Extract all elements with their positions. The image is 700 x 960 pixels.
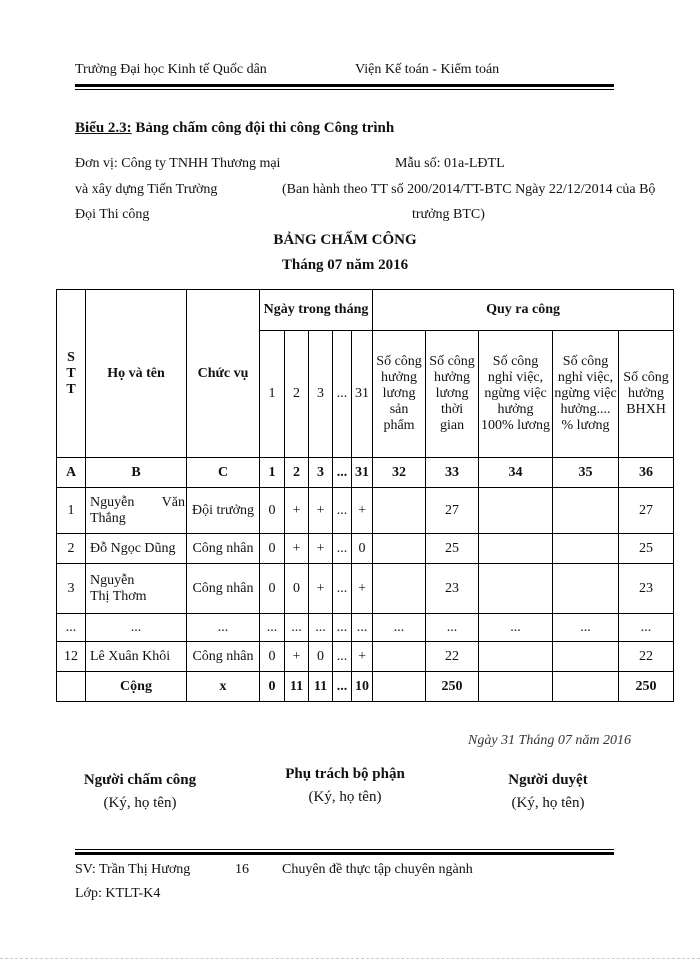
row-day: 0: [309, 642, 333, 672]
row-workdays: [553, 564, 619, 614]
signature-note: (Ký, họ tên): [511, 795, 585, 811]
header-rule-thick: [75, 84, 614, 87]
unit-line-1: Đơn vị: Công ty TNHH Thương mại: [75, 156, 281, 171]
row-workdays: 25: [426, 534, 479, 564]
row-stt: 3: [57, 564, 86, 614]
row-name: Lê Xuân Khôi: [86, 642, 187, 672]
code-cell: 3: [309, 458, 333, 488]
document-title: BẢNG CHẤM CÔNG: [273, 232, 417, 248]
row-day: +: [352, 564, 373, 614]
footer-page-number: 16: [235, 862, 249, 877]
table-row-ellipsis: [57, 614, 674, 642]
header-day-3: 3: [309, 331, 333, 458]
footer-student: SV: Trần Thị Hương: [75, 862, 191, 877]
signature-block-timekeeper: [75, 772, 205, 812]
unit-line-2: và xây dựng Tiến Trường: [75, 182, 218, 197]
row-day: ...: [260, 614, 285, 642]
row-day: +: [309, 534, 333, 564]
footer-rule-thick: [75, 852, 614, 855]
attendance-table: [56, 289, 674, 702]
signing-date: Ngày 31 Tháng 07 năm 2016: [468, 733, 631, 748]
row-workdays: [373, 534, 426, 564]
row-workdays: ...: [553, 614, 619, 642]
row-stt: 1: [57, 488, 86, 534]
row-day: ...: [285, 614, 309, 642]
header-stt: S T T: [57, 290, 86, 458]
header-full-pay-leave-days: Số công nghỉ việc, ngừng việc hưởng 100% lương: [479, 331, 553, 458]
row-day: ...: [333, 642, 352, 672]
table-caption: [75, 120, 394, 137]
row-day: +: [309, 564, 333, 614]
total-stt-empty: [57, 672, 86, 702]
header-rule-thin: [75, 89, 614, 90]
code-cell: A: [57, 458, 86, 488]
row-workdays: [373, 488, 426, 534]
header-institute: Viện Kế toán - Kiểm toán: [355, 62, 500, 77]
header-converted-workdays: Quy ra công: [373, 290, 674, 331]
code-cell: 34: [479, 458, 553, 488]
row-workdays: [479, 488, 553, 534]
code-cell: ...: [333, 458, 352, 488]
header-name: Họ và tên: [86, 290, 187, 458]
total-day: 10: [352, 672, 373, 702]
header-university: Trường Đại học Kinh tế Quốc dân: [75, 62, 267, 77]
total-day: 0: [260, 672, 285, 702]
row-workdays: 23: [426, 564, 479, 614]
code-cell: 36: [619, 458, 674, 488]
table-header-row-1: [57, 290, 674, 331]
row-day: 0: [260, 488, 285, 534]
header-days-in-month: Ngày trong tháng: [260, 290, 373, 331]
row-day: 0: [260, 564, 285, 614]
signature-title: Người chấm công: [83, 772, 197, 788]
row-workdays: [479, 564, 553, 614]
footer-topic: Chuyên đề thực tập chuyên ngành: [282, 862, 473, 877]
row-stt: 12: [57, 642, 86, 672]
row-name: Nguyễn Văn Thắng: [86, 488, 187, 534]
row-day: 0: [352, 534, 373, 564]
row-day: 0: [260, 534, 285, 564]
row-name: Đỗ Ngọc Dũng: [86, 534, 187, 564]
signature-title: Người duyệt: [508, 772, 588, 788]
signature-block-approver: [488, 772, 608, 812]
row-workdays: ...: [619, 614, 674, 642]
row-day: ...: [333, 614, 352, 642]
total-workdays: 250: [619, 672, 674, 702]
row-workdays: 23: [619, 564, 674, 614]
header-partial-pay-leave-days: Số công nghỉ việc, ngừng việc hưởng.... % lương: [553, 331, 619, 458]
code-cell: 35: [553, 458, 619, 488]
signature-note: (Ký, họ tên): [103, 795, 177, 811]
table-row: [57, 488, 674, 534]
code-cell: C: [187, 458, 260, 488]
row-workdays: [479, 642, 553, 672]
row-day: +: [285, 642, 309, 672]
row-role: Công nhân: [187, 534, 260, 564]
row-stt: ...: [57, 614, 86, 642]
table-code-row: [57, 458, 674, 488]
signature-block-department-head: [275, 766, 415, 806]
row-day: ...: [309, 614, 333, 642]
total-day: 11: [309, 672, 333, 702]
row-workdays: [373, 564, 426, 614]
row-stt: 2: [57, 534, 86, 564]
unit-line-3: Đọi Thi công: [75, 207, 150, 222]
table-row: [57, 564, 674, 614]
row-name: ...: [86, 614, 187, 642]
row-day: +: [285, 534, 309, 564]
footer-rule-thin: [75, 849, 614, 850]
page-bottom-divider: [0, 958, 700, 959]
row-workdays: [553, 642, 619, 672]
row-day: ...: [333, 488, 352, 534]
code-cell: B: [86, 458, 187, 488]
row-name: Nguyễn Thị Thơm: [86, 564, 187, 614]
signature-note: (Ký, họ tên): [308, 789, 382, 805]
row-workdays: ...: [479, 614, 553, 642]
code-cell: 1: [260, 458, 285, 488]
row-role: Công nhân: [187, 642, 260, 672]
header-day-ellipsis: ...: [333, 331, 352, 458]
row-day: ...: [352, 614, 373, 642]
row-workdays: 25: [619, 534, 674, 564]
form-issued-line-1: (Ban hành theo TT số 200/2014/TT-BTC Ngày 22/12/2014 của Bộ: [282, 182, 656, 197]
row-role: Công nhân: [187, 564, 260, 614]
row-workdays: 27: [426, 488, 479, 534]
total-workdays: [373, 672, 426, 702]
header-social-insurance-days: Số công hưởng BHXH: [619, 331, 674, 458]
header-time-wage-days: Số công hưởng lương thời gian: [426, 331, 479, 458]
header-day-2: 2: [285, 331, 309, 458]
row-workdays: 22: [619, 642, 674, 672]
total-workdays: [553, 672, 619, 702]
row-day: ...: [333, 564, 352, 614]
row-workdays: [553, 488, 619, 534]
row-day: +: [352, 488, 373, 534]
form-issued-line-2: trưởng BTC): [412, 207, 485, 222]
row-day: +: [285, 488, 309, 534]
header-role: Chức vụ: [187, 290, 260, 458]
document-subtitle: Tháng 07 năm 2016: [281, 257, 409, 273]
header-product-wage-days: Số công hưởng lương sản phẩm: [373, 331, 426, 458]
row-workdays: [553, 534, 619, 564]
caption-text: Bảng chấm công đội thi công Công trình: [131, 120, 395, 136]
table-row: [57, 642, 674, 672]
row-role: Đội trưởng: [187, 488, 260, 534]
total-workdays: 250: [426, 672, 479, 702]
code-cell: 33: [426, 458, 479, 488]
code-cell: 2: [285, 458, 309, 488]
row-role: ...: [187, 614, 260, 642]
row-day: ...: [333, 534, 352, 564]
code-cell: 31: [352, 458, 373, 488]
code-cell: 32: [373, 458, 426, 488]
row-workdays: [373, 642, 426, 672]
row-workdays: ...: [373, 614, 426, 642]
total-role: x: [187, 672, 260, 702]
total-day: 11: [285, 672, 309, 702]
total-workdays: [479, 672, 553, 702]
signature-title: Phụ trách bộ phận: [285, 766, 405, 782]
row-day: 0: [260, 642, 285, 672]
row-day: +: [309, 488, 333, 534]
row-day: +: [352, 642, 373, 672]
header-day-1: 1: [260, 331, 285, 458]
row-workdays: [479, 534, 553, 564]
total-label: Cộng: [86, 672, 187, 702]
header-day-31: 31: [352, 331, 373, 458]
row-day: 0: [285, 564, 309, 614]
footer-class: Lớp: KTLT-K4: [75, 886, 161, 901]
row-workdays: 27: [619, 488, 674, 534]
row-workdays: ...: [426, 614, 479, 642]
total-day: ...: [333, 672, 352, 702]
table-total-row: [57, 672, 674, 702]
table-row: [57, 534, 674, 564]
caption-prefix: Biểu 2.3:: [75, 120, 132, 136]
form-code: Mẫu số: 01a-LĐTL: [395, 156, 505, 171]
row-workdays: 22: [426, 642, 479, 672]
